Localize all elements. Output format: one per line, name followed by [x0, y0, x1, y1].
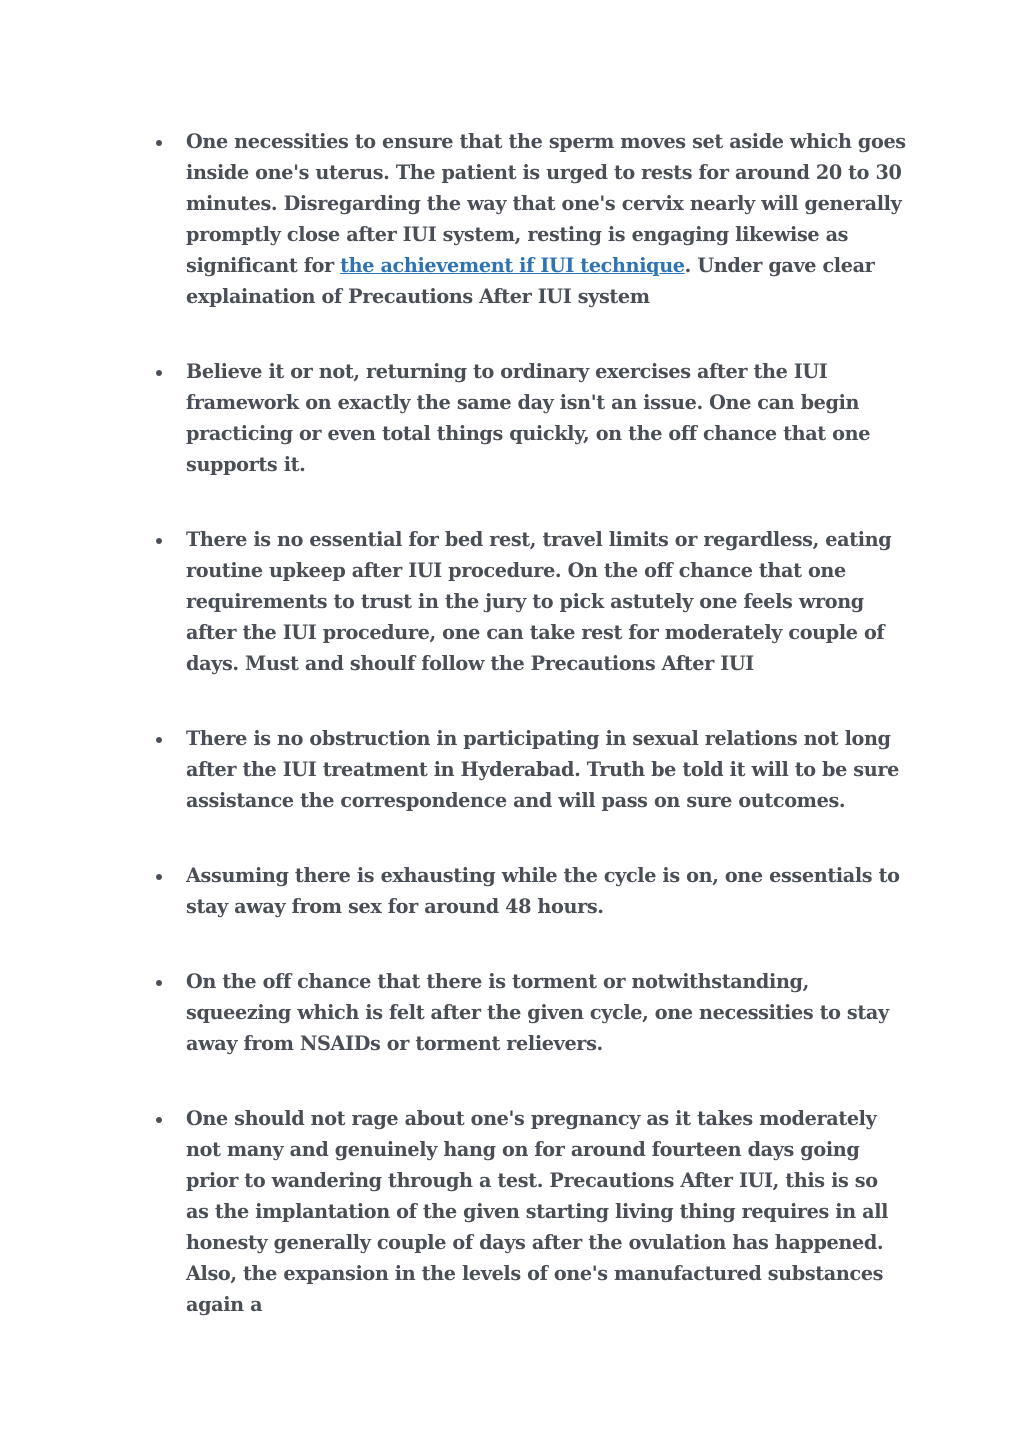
bullet-icon	[156, 874, 162, 880]
list-item-text: One should not rage about one's pregnancy as it takes moderately not many and genuinely hang on for around fourteen days going prior to wandering through a test. Precautions After IUI, this is so as the implantation of the given starting living thing requires in all honesty generally couple of days after the ovulation has happened. Also, the expansion in the levels of one's manufactured substances again a	[186, 1107, 889, 1316]
bullet-icon	[156, 370, 162, 376]
list-item-text: On the off chance that there is torment or notwithstanding, squeezing which is felt after the given cycle, one necessities to stay away from NSAIDs or torment relievers.	[186, 970, 889, 1055]
list-item-text-before-link: One necessities to ensure that the sperm moves set aside which goes inside one's uterus. The patient is urged to rests for around 20 to 30 minutes. Disregarding the way that one's cervix nearly will generally promptly close after IUI system, resting is engaging likewise as significant for	[186, 130, 906, 277]
bullet-icon	[156, 737, 162, 743]
iui-technique-link[interactable]: the achievement if IUI technique	[340, 254, 685, 277]
list-item-text: There is no obstruction in participating in sexual relations not long after the IUI treatment in Hyderabad. Truth be told it will to be sure assistance the correspondence and will pass on sure outcomes.	[186, 727, 899, 812]
list-item-text: Assuming there is exhausting while the cycle is on, one essentials to stay away from sex for around 48 hours.	[186, 864, 900, 918]
list-item	[186, 356, 906, 480]
list-item	[186, 723, 906, 816]
bullet-icon	[156, 538, 162, 544]
list-item	[186, 966, 906, 1059]
list-item	[186, 524, 906, 679]
bullet-icon	[156, 140, 162, 146]
bullet-icon	[156, 1117, 162, 1123]
list-item	[186, 126, 906, 312]
list-item-text: Believe it or not, returning to ordinary exercises after the IUI framework on exactly the same day isn't an issue. One can begin practicing or even total things quickly, on the off chance that one supports it.	[186, 360, 871, 476]
list-item	[186, 860, 906, 922]
list-item-text: There is no essential for bed rest, travel limits or regardless, eating routine upkeep after IUI procedure. On the off chance that one requirements to trust in the jury to pick astutely one feels wrong after the IUI procedure, one can take rest for moderately couple of days. Must and shoulf follow the Precautions After IUI	[186, 528, 892, 675]
precautions-bullet-list	[186, 126, 906, 1364]
list-item-text-after-link: . Under gave clear explaination of Precautions After IUI system	[186, 254, 875, 308]
bullet-icon	[156, 980, 162, 986]
list-item	[186, 1103, 906, 1320]
